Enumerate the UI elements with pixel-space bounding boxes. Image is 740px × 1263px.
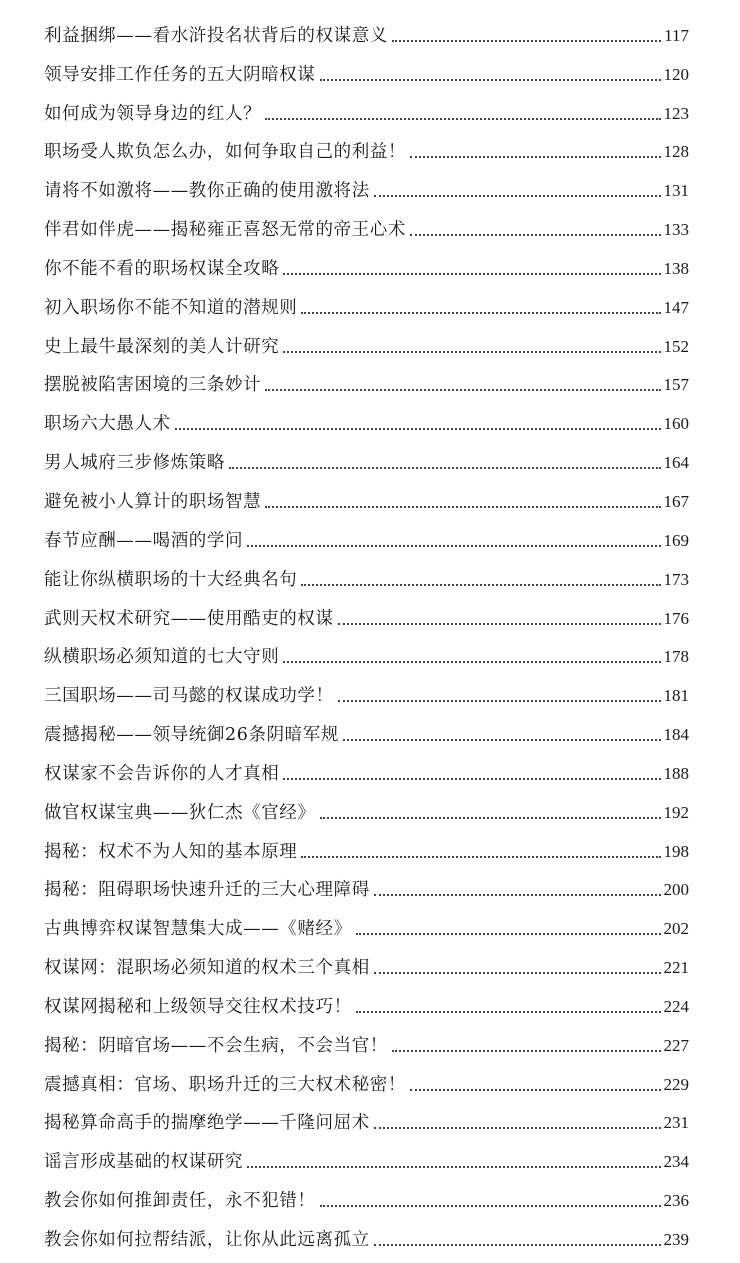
toc-entry-title: 揭秘：阴暗官场——不会生病，不会当官！ xyxy=(44,1035,388,1056)
toc-entry[interactable] xyxy=(44,1172,689,1211)
toc-entry-title: 教会你如何推卸责任，永不犯错！ xyxy=(44,1191,316,1212)
toc-entry-title: 伴君如伴虎——揭秘雍正喜怒无常的帝王心术 xyxy=(44,220,406,241)
toc-entry-title: 春节应酬——喝酒的学问 xyxy=(44,530,244,551)
dot-leader xyxy=(301,584,660,586)
dot-leader xyxy=(265,118,660,120)
toc-entry-page-number: 178 xyxy=(663,647,689,667)
toc-entry-title: 教会你如何拉帮结派，让你从此远离孤立 xyxy=(44,1230,370,1250)
toc-entry-page-number: 152 xyxy=(663,336,689,356)
toc-entry-page-number: 157 xyxy=(663,375,689,395)
toc-entry-title: 请将不如激将——教你正确的使用激将法 xyxy=(44,181,370,202)
toc-entry-title: 能让你纵横职场的十大经典名句 xyxy=(44,569,298,590)
dot-leader xyxy=(301,312,660,314)
toc-entry-page-number: 184 xyxy=(663,725,689,745)
dot-leader xyxy=(374,972,661,974)
dot-leader xyxy=(247,545,660,547)
dot-leader xyxy=(356,1011,661,1013)
toc-entry-title: 初入职场你不能不知道的潜规则 xyxy=(44,297,298,318)
toc-entry[interactable] xyxy=(44,551,689,590)
toc-entry-page-number: 167 xyxy=(663,491,689,511)
toc-entry-title: 职场受人欺负怎么办，如何争取自己的利益！ xyxy=(44,142,406,163)
dot-leader xyxy=(283,778,660,780)
dot-leader xyxy=(175,428,661,430)
toc-entry[interactable] xyxy=(44,318,689,357)
toc-entry-page-number: 221 xyxy=(663,958,689,978)
toc-entry-page-number: 234 xyxy=(663,1152,689,1172)
toc-entry-page-number: 200 xyxy=(663,880,689,900)
toc-entry[interactable] xyxy=(44,978,689,1017)
toc-entry-page-number: 173 xyxy=(663,569,689,589)
toc-entry[interactable] xyxy=(44,590,689,629)
toc-entry-page-number: 123 xyxy=(663,103,689,123)
toc-entry[interactable] xyxy=(44,240,689,279)
dot-leader xyxy=(410,1089,661,1091)
toc-entry-page-number: 236 xyxy=(663,1191,689,1211)
toc-entry[interactable] xyxy=(44,7,689,46)
toc-entry-page-number: 192 xyxy=(663,802,689,822)
toc-entry-page-number: 131 xyxy=(663,181,689,201)
dot-leader xyxy=(283,661,660,663)
dot-leader xyxy=(283,351,660,353)
toc-entry-title: 史上最牛最深刻的美人计研究 xyxy=(44,336,280,357)
toc-entry[interactable] xyxy=(44,1133,689,1172)
dot-leader xyxy=(247,1166,660,1168)
toc-entry-page-number: 133 xyxy=(663,220,689,240)
toc-entry-page-number: 227 xyxy=(663,1035,689,1055)
toc-entry[interactable] xyxy=(44,1211,689,1250)
toc-entry-title: 权谋网揭秘和上级领导交往权术技巧！ xyxy=(44,996,352,1017)
toc-entry[interactable] xyxy=(44,46,689,85)
dot-leader xyxy=(301,856,660,858)
toc-entry[interactable] xyxy=(44,862,689,901)
dot-leader xyxy=(374,894,661,896)
dot-leader xyxy=(374,1244,661,1246)
toc-entry-page-number: 176 xyxy=(663,608,689,628)
toc-entry-page-number: 117 xyxy=(664,25,689,45)
toc-entry[interactable] xyxy=(44,124,689,163)
toc-entry[interactable] xyxy=(44,629,689,668)
dot-leader xyxy=(374,195,661,197)
toc-entry[interactable] xyxy=(44,784,689,823)
toc-entry[interactable] xyxy=(44,279,689,318)
toc-entry-title: 揭秘算命高手的揣摩绝学——千隆问屈术 xyxy=(44,1113,370,1134)
dot-leader xyxy=(356,933,661,935)
toc-entry-page-number: 229 xyxy=(663,1074,689,1094)
toc-entry-title: 震撼真相：官场、职场升迁的三大权术秘密！ xyxy=(44,1074,406,1095)
toc-entry-title: 如何成为领导身边的红人？ xyxy=(44,103,262,124)
toc-entry-title: 谣言形成基础的权谋研究 xyxy=(44,1152,244,1173)
toc-entry-title: 利益捆绑——看水浒投名状背后的权谋意义 xyxy=(44,25,388,46)
toc-entry-page-number: 231 xyxy=(663,1113,689,1133)
dot-leader xyxy=(392,1050,661,1052)
toc-entry[interactable] xyxy=(44,434,689,473)
toc-entry[interactable] xyxy=(44,939,689,978)
dot-leader xyxy=(392,40,661,42)
toc-entry[interactable] xyxy=(44,512,689,551)
toc-entry-title: 领导安排工作任务的五大阴暗权谋 xyxy=(44,64,316,85)
toc-entry[interactable] xyxy=(44,201,689,240)
toc-entry-page-number: 120 xyxy=(663,64,689,84)
dot-leader xyxy=(374,1127,661,1129)
dot-leader xyxy=(343,739,661,741)
toc-entry-title: 避免被小人算计的职场智慧 xyxy=(44,491,262,512)
toc-entry[interactable] xyxy=(44,706,689,745)
toc-entry-page-number: 169 xyxy=(663,530,689,550)
dot-leader xyxy=(320,1205,661,1207)
toc-entry[interactable] xyxy=(44,1017,689,1056)
toc-entry-title: 揭秘：权术不为人知的基本原理 xyxy=(44,841,298,862)
toc-entry-title: 三国职场——司马懿的权谋成功学！ xyxy=(44,686,334,707)
toc-entry-page-number: 188 xyxy=(663,763,689,783)
toc-entry-page-number: 160 xyxy=(663,414,689,434)
dot-leader xyxy=(265,506,660,508)
dot-leader xyxy=(338,700,661,702)
toc-entry-title: 震撼揭秘——领导统御26条阴暗军规 xyxy=(44,725,339,746)
toc-entry[interactable] xyxy=(44,823,689,862)
dot-leader xyxy=(338,623,661,625)
toc-entry-title: 古典博弈权谋智慧集大成——《赌经》 xyxy=(44,919,352,940)
dot-leader xyxy=(229,467,661,469)
toc-entry-title: 职场六大愚人术 xyxy=(44,414,171,435)
toc-entry[interactable] xyxy=(44,473,689,512)
toc-entry-title: 摆脱被陷害困境的三条妙计 xyxy=(44,375,262,396)
toc-entry-title: 武则天权术研究——使用酷吏的权谋 xyxy=(44,608,334,629)
toc-entry-title: 你不能不看的职场权谋全攻略 xyxy=(44,258,280,279)
toc-entry[interactable] xyxy=(44,85,689,124)
toc-entry-title: 做官权谋宝典——狄仁杰《官经》 xyxy=(44,802,316,823)
toc-entry-title: 男人城府三步修炼策略 xyxy=(44,453,225,474)
toc-entry-page-number: 202 xyxy=(663,919,689,939)
toc-entry[interactable] xyxy=(44,667,689,706)
toc-entry[interactable] xyxy=(44,900,689,939)
toc-entry[interactable] xyxy=(44,357,689,396)
toc-entry-page-number: 239 xyxy=(663,1230,689,1249)
toc-entry-page-number: 147 xyxy=(663,297,689,317)
toc-entry-page-number: 198 xyxy=(663,841,689,861)
dot-leader xyxy=(283,273,660,275)
toc-entry-title: 权谋网：混职场必须知道的权术三个真相 xyxy=(44,958,370,979)
dot-leader xyxy=(410,156,661,158)
toc-entry-title: 揭秘：阻碍职场快速升迁的三大心理障碍 xyxy=(44,880,370,901)
toc-entry[interactable] xyxy=(44,745,689,784)
toc-entry[interactable] xyxy=(44,1095,689,1134)
toc-entry-page-number: 224 xyxy=(663,996,689,1016)
dot-leader xyxy=(320,79,661,81)
toc-entry-page-number: 138 xyxy=(663,258,689,278)
toc-entry-title: 纵横职场必须知道的七大守则 xyxy=(44,647,280,668)
toc-entry-page-number: 128 xyxy=(663,142,689,162)
dot-leader xyxy=(410,234,661,236)
toc-entry[interactable] xyxy=(44,395,689,434)
dot-leader xyxy=(265,389,660,391)
toc-entry-page-number: 181 xyxy=(663,686,689,706)
toc-entry[interactable] xyxy=(44,162,689,201)
table-of-contents xyxy=(44,7,689,1250)
toc-entry[interactable] xyxy=(44,1056,689,1095)
toc-entry-page-number: 164 xyxy=(663,453,689,473)
toc-entry-title: 权谋家不会告诉你的人才真相 xyxy=(44,763,280,784)
dot-leader xyxy=(320,817,661,819)
